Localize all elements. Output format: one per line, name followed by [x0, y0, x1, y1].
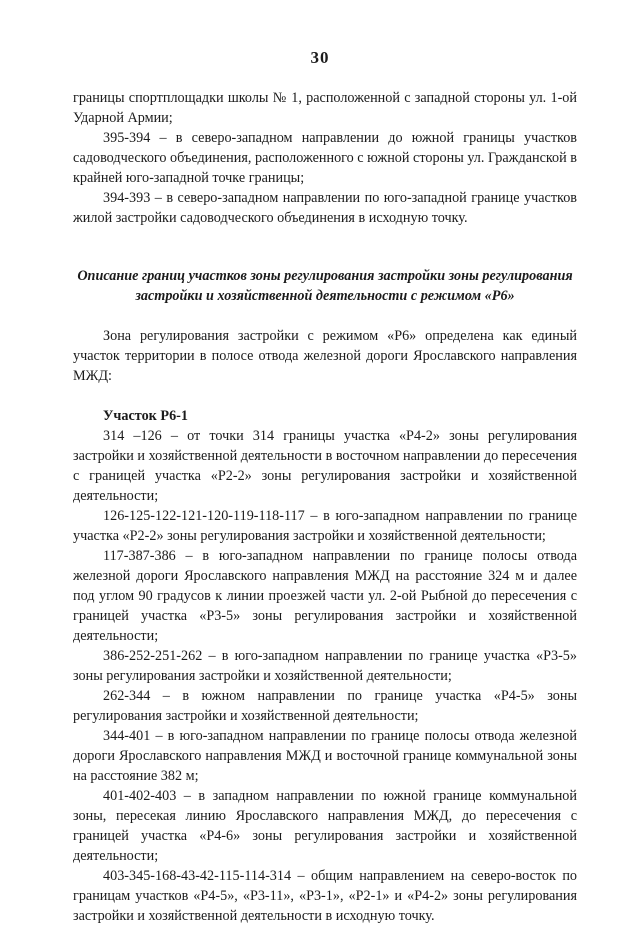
segment-paragraph: 314 –126 – от точки 314 границы участка «Р4-2» зоны регулирования застройки и хозяйственной деятельности в восточном направлении до пересечения с границей участка «Р2-2» зоны регулирования застройки и хозяйственной деятельности; [73, 428, 577, 504]
segment-paragraph: 126-125-122-121-120-119-118-117 – в юго-западном направлении по границе участка «Р2-2» зоны регулирования застройки и хозяйственной деятельности; [73, 508, 577, 544]
segment-paragraph: 344-401 – в юго-западном направлении по границе полосы отвода железной дороги Ярославского направления МЖД и восточной границе коммунальной зоны на расстояние 382 м; [73, 728, 577, 784]
segment-paragraph: 401-402-403 – в западном направлении по южной границе коммунальной зоны, пересекая линию Ярославского направления МЖД, до пересечения с границей участка «Р4-6» зоны регулирования застройки и хозяйственной деятельности; [73, 788, 577, 864]
segment-paragraph: 386-252-251-262 – в юго-западном направлении по границе участка «Р3-5» зоны регулирования застройки и хозяйственной деятельности; [73, 648, 577, 684]
section-heading: Описание границ участков зоны регулирования застройки зоны регулирования застройки и хозяйственной деятельности с режимом «Р6» [77, 268, 573, 304]
paragraph-395-394: 395-394 – в северо-западном направлении до южной границы участков садоводческого объединения, расположенного с южной стороны ул. Гражданской в крайней юго-западной точке границы; [73, 130, 577, 186]
page-number: 30 [310, 48, 330, 67]
segment-paragraph: 262-344 – в южном направлении по границе участка «Р4-5» зоны регулирования застройки и хозяйственной деятельности; [73, 688, 577, 724]
continued-paragraph: границы спортплощадки школы № 1, расположенной с западной стороны ул. 1-ой Ударной Армии; [73, 90, 577, 126]
segment-paragraph: 403-345-168-43-42-115-114-314 – общим направлением на северо-восток по границам участков «Р4-5», «Р3-11», «Р3-1», «Р2-1» и «Р4-2» зоны регулирования застройки и хозяйственной деятельности в исходную точку. [73, 868, 577, 924]
segment-paragraph: 117-387-386 – в юго-западном направлении по границе полосы отвода железной дороги Ярославского направления МЖД на расстояние 324 м и далее под углом 90 градусов к линии проезжей части ул. 2-ой Рыбной до пересечения с границей участка «Р3-5» зоны регулирования застройки и хозяйственной деятельности; [73, 548, 577, 644]
paragraph-394-393: 394-393 – в северо-западном направлении по юго-западной границе участков жилой застройки садоводческого объединения в исходную точку. [73, 190, 577, 226]
intro-paragraph: Зона регулирования застройки с режимом «Р6» определена как единый участок территории в полосе отвода железной дороги Ярославского направления МЖД: [73, 328, 577, 384]
subsection-title: Участок Р6-1 [103, 408, 188, 424]
document-body [73, 88, 577, 926]
